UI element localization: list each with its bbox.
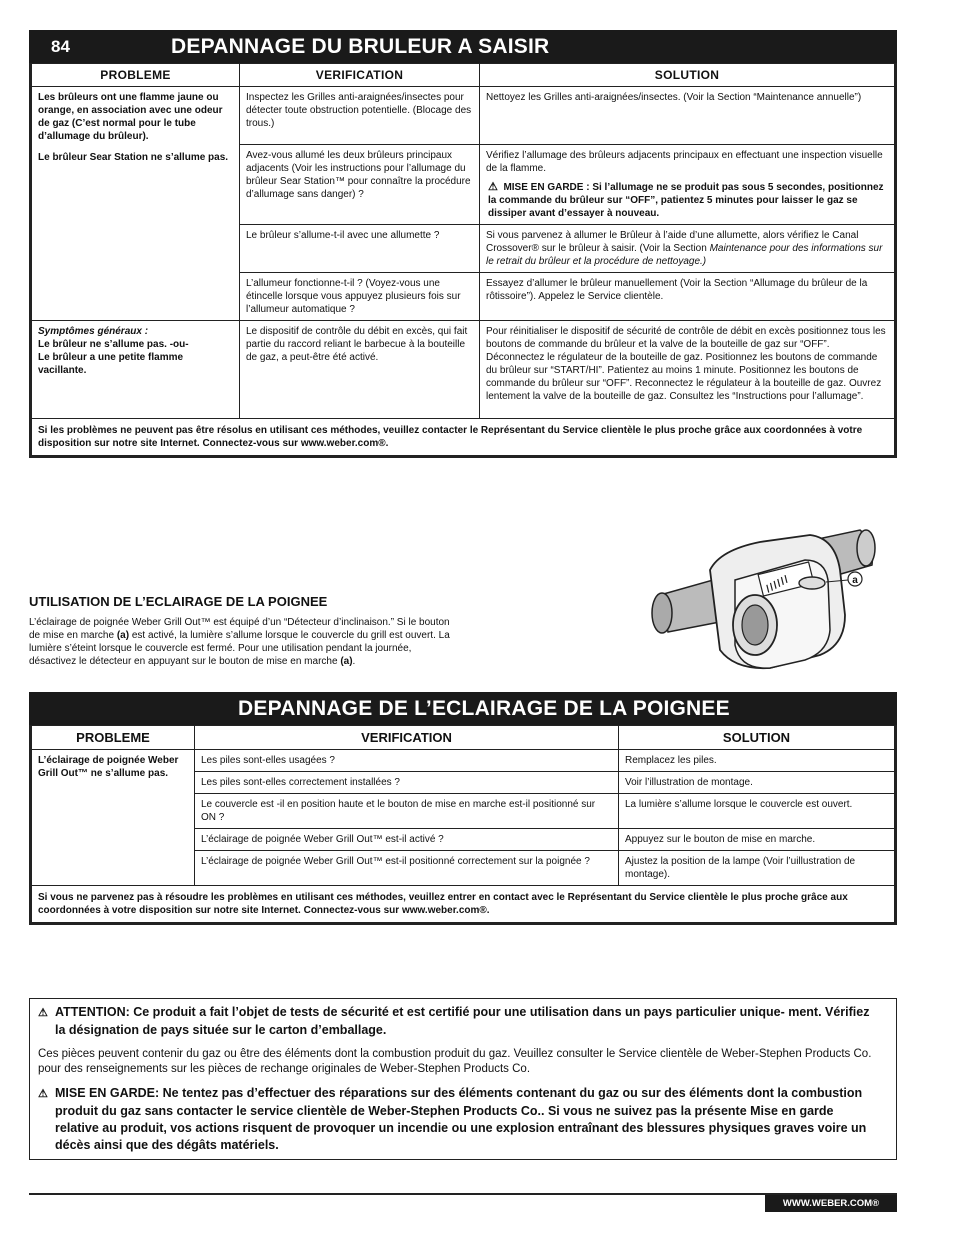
callout-ref: (a) [116,630,130,641]
callout-label: a [852,575,858,586]
paragraph-text: est activé, la lumière s’allume lorsque le couvercle du grill est ouvert. La lumière s’éteint lorsque le couvercle est fermé. Pour une utilisation pendant la journée, désactivez le détecteur en appuyant sur le bouton de mise en marche [29,630,450,667]
header-verification: VERIFICATION [195,726,619,750]
solution-cell: Essayez d’allumer le brûleur manuellement (Voir la Section “Allumage du brûleur de la rôtissoire”). Appelez le Service clientèle. [480,273,895,321]
table-footer: Si les problèmes ne peuvent pas être résolus en utilisant ces méthodes, veuillez contacter le Représentant du Service clientèle le plus proche grâce aux coordonnées à votre disposition sur notre site Internet. Connectez-vous sur www.weber.com®. [32,419,895,456]
solution-text-italic: Maintenance pour des informations sur le retrait du brûleur et la procédure de nettoyage.) [486,243,883,267]
header-verification: VERIFICATION [240,64,480,87]
warning-triangle-icon: ⚠ [488,181,498,193]
problem-text: Le brûleur ne s’allume pas. -ou- [38,339,189,350]
page-number: 84 [51,36,70,56]
handle-light-heading: UTILISATION DE L’ECLAIRAGE DE LA POIGNEE [29,594,328,609]
problem-text: Les brûleurs ont une flamme jaune ou orange, en association avec une odeur de gaz (C’est normal pour le tube d’allumage du brûleur). [38,92,223,142]
warning-text [486,181,888,220]
website-url: WWW.WEBER.COM® [782,1198,880,1209]
parts-notice: Ces pièces peuvent contenir du gaz ou être des éléments dont la combustion produit du gaz. Veuillez consulter le Service clientèle de Weber-Stephen Products Co. pour des renseignements sur les pièces de rechange originales de Weber-Stephen Products Co. [38,1048,872,1075]
solution-cell: La lumière s’allume lorsque le couvercle est ouvert. [619,794,895,829]
solution-cell: Remplacez les piles. [619,750,895,772]
table-row [32,750,895,772]
problem-cell [32,87,240,321]
burner-section-banner [29,30,897,63]
problem-cell [32,321,240,419]
solution-cell: Nettoyez les Grilles anti-araignées/insectes. (Voir la Section “Maintenance annuelle”) [480,87,895,145]
callout-ref: (a) [340,656,353,667]
light-section-banner [29,692,897,725]
light-section-title: DEPANNAGE DE L’ECLAIRAGE DE LA POIGNEE [238,696,730,720]
warning-message: MISE EN GARDE : Si l’allumage ne se produit pas sous 5 secondes, positionnez la commande du brûleur sur “OFF”, patientez 5 minutes pour laisser le gaz se dissiper avant d’essayer à nouveau. [488,182,884,219]
solution-cell [480,145,895,225]
header-probleme: PROBLEME [32,64,240,87]
mise-en-garde-text: MISE EN GARDE: Ne tentez pas d’effectuer des réparations sur des éléments contenant du gaz ou sur des éléments dont la combustion produit du gaz sans contacter le service clientèle de Weber-Stephen Products Co.. Si vous ne suivez pas la présente Mise en garde relative au produit, vos actions risquent de provoquer un incendie ou une explosion entraînant des blessures physiques graves voire un décès ainsi que des dégâts matériels. [55,1086,867,1152]
verification-cell: L’allumeur fonctionne-t-il ? (Voyez-vous une étincelle lorsque vous appuyez plusieurs fois sur l’allumeur automatique ? [240,273,480,321]
attention-warning [38,1004,872,1039]
solution-text: Vérifiez l’allumage des brûleurs adjacents principaux en effectuant une inspection visuelle de la flamme. [486,150,883,174]
verification-cell: Inspectez les Grilles anti-araignées/insectes pour détecter toute obstruction potentielle. (Blocage des trous.) [240,87,480,145]
table-row [32,321,895,419]
header-probleme: PROBLEME [32,726,195,750]
problem-text: Le brûleur a une petite flamme vacillante. [38,352,184,376]
table-footer: Si vous ne parvenez pas à résoudre les problèmes en utilisant ces méthodes, veuillez entrer en contact avec le Représentant du Service clientèle le plus proche grâce aux coordonnées à votre disposition sur notre site Internet. Connectez-vous sur www.weber.com®. [32,886,895,923]
table-header-row [32,64,895,87]
solution-cell: Appuyez sur le bouton de mise en marche. [619,829,895,851]
verification-cell: L’éclairage de poignée Weber Grill Out™ est-il positionné correctement sur la poignée ? [195,851,619,886]
table-row [32,87,895,145]
header-solution: SOLUTION [480,64,895,87]
paragraph-text: L’éclairage de poignée Weber Grill Out™ est équipé d’un “Détecteur d’inclinaison.” Si le bouton de mise en marche [29,617,450,641]
burner-troubleshoot-table [29,63,897,458]
mise-en-garde-warning [38,1085,872,1154]
light-troubleshoot-table [29,725,897,925]
burner-section-title: DEPANNAGE DU BRULEUR A SAISIR [171,34,550,58]
verification-cell: Les piles sont-elles usagées ? [195,750,619,772]
safety-warnings-box [29,998,897,1160]
table-footer-row [32,419,895,456]
table-header-row [32,726,895,750]
verification-cell: Le brûleur s’allume-t-il avec une allumette ? [240,225,480,273]
verification-cell: Le couvercle est -il en position haute et le bouton de mise en marche est-il positionné sur ON ? [195,794,619,829]
problem-cell: L’éclairage de poignée Weber Grill Out™ ne s’allume pas. [32,750,195,886]
paragraph-text: . [352,656,356,667]
header-solution: SOLUTION [619,726,895,750]
verification-cell: Avez-vous allumé les deux brûleurs principaux adjacents (Voir les instructions pour l’allumage du brûleur Sear Station™ pour connaître la procédure d’allumage sans danger) ? [240,145,480,225]
solution-cell: Voir l’illustration de montage. [619,772,895,794]
verification-cell: Le dispositif de contrôle du débit en excès, qui fait partie du raccord reliant le barbecue à la bouteille de gaz, a peut-être été activé. [240,321,480,419]
solution-cell: Pour réinitialiser le dispositif de sécurité de contrôle de débit en excès positionnez tous les boutons de commande du brûleur et la valve de la bouteille de gaz sur “OFF”. Déconnectez le régulateur de la bouteille de gaz. Positionnez les boutons de commande du brûleur sur “START/HI”. Patientez au moins 1 minute. Positionnez les boutons de commande du brûleur sur “OFF”. Reconnectez le régulateur à la bouteille de gaz. Ouvrez lentement la valve de la bouteille de gaz. Consultez les “Instructions pour l’allumage”. [480,321,895,419]
handle-light-illustration [640,520,890,680]
verification-cell: L’éclairage de poignée Weber Grill Out™ est-il activé ? [195,829,619,851]
verification-cell: Les piles sont-elles correctement installées ? [195,772,619,794]
handle-light-paragraph [29,616,451,668]
solution-text: Si vous parvenez à allumer le Brûleur à l’aide d’une allumette, alors vérifiez le Canal Crossover® sur le brûleur à saisir. (Voir la Section [486,230,859,254]
solution-cell: Ajustez la position de la lampe (Voir l’uillustration de montage). [619,851,895,886]
symptoms-label: Symptômes généraux : [38,326,149,337]
table-footer-row [32,886,895,923]
attention-text: ATTENTION: Ce produit a fait l’objet de tests de sécurité et est certifié pour une utilisation dans un pays particulier unique- ment. Vérifiez la désignation de pays située sur le carton d’emballage. [55,1005,870,1037]
warning-triangle-icon: ⚠ [38,1088,48,1100]
problem-text: Le brûleur Sear Station ne s’allume pas. [38,152,229,163]
website-badge [765,1195,897,1212]
warning-triangle-icon: ⚠ [38,1007,48,1019]
solution-cell [480,225,895,273]
